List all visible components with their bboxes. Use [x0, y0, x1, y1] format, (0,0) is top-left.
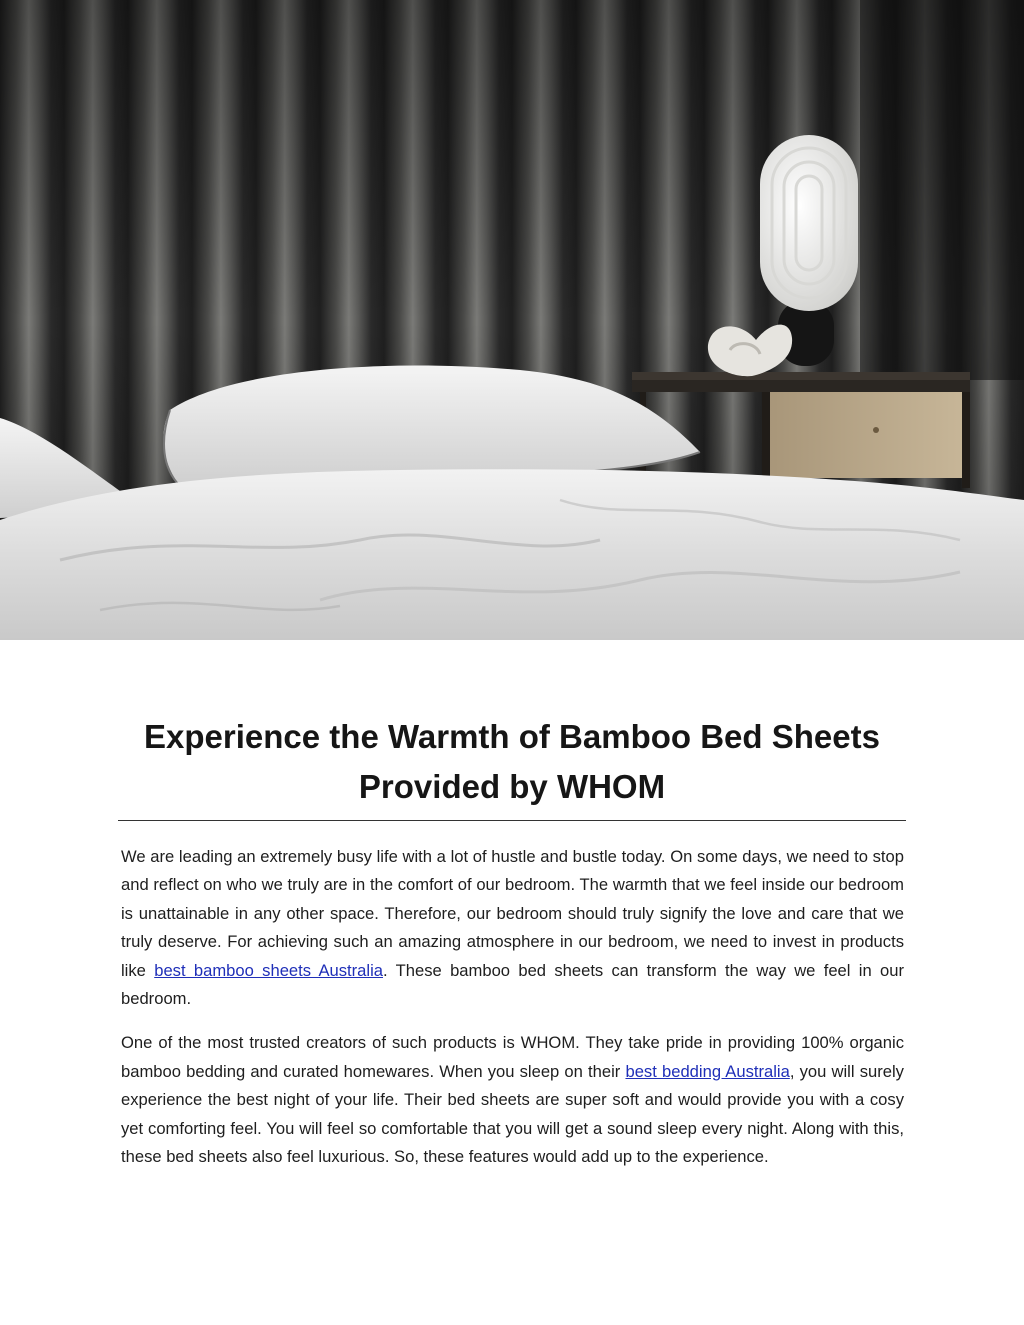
paragraph-2-text-end: , you will surely experience the best night of your life. Their bed sheets are super soft and would provide you with a cosy yet comforting feel. You will feel so comfortable that you will get a sound sleep every night. Along with this, these bed sheets also feel luxurious. So, these features would add up to the experience.: [121, 1061, 904, 1167]
hero-bedroom-image: [0, 0, 1024, 640]
paragraph-1-text-start: We are leading an extremely busy life with a lot of hustle and bustle today. On some days, we need to stop and reflect on who we truly are in the comfort of our bedroom. The warmth that we feel inside our bedroom is unattainable in any other space. Therefore, our bedroom should truly signify the love and care that we truly deserve. For achieving such an amazing atmosphere in our bedroom, we need to invest in products like: [121, 847, 904, 980]
paragraph-2: [121, 1029, 904, 1171]
page-title: Experience the Warmth of Bamboo Bed Sheets Provided by WHOM: [144, 718, 880, 805]
bedroom-photo-illustration: [0, 0, 1024, 640]
best-bamboo-sheets-link[interactable]: best bamboo sheets Australia: [154, 960, 384, 980]
paragraph-1-text-end: . These bamboo bed sheets can transform the way we feel in our bedroom.: [121, 960, 904, 1009]
best-bedding-link[interactable]: best bedding Australia: [625, 1061, 790, 1081]
title-divider: [118, 820, 906, 821]
article-body: [121, 843, 904, 1187]
paragraph-1: [121, 843, 904, 1013]
paragraph-2-text-start: One of the most trusted creators of such products is WHOM. They take pride in providing 100% organic bamboo bedding and curated homewares. When you sleep on their: [121, 1033, 904, 1081]
